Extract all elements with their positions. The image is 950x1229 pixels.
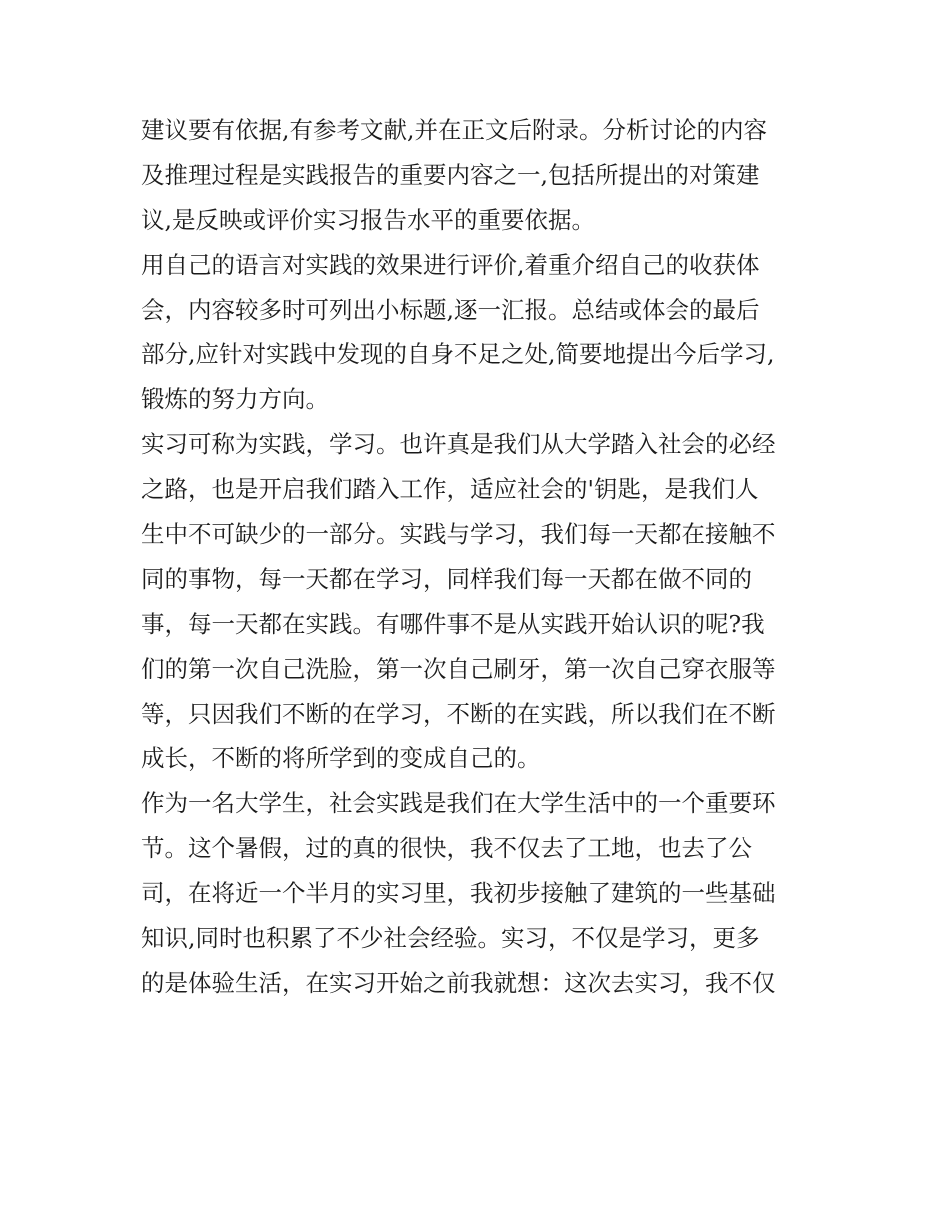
text-line: 司，在将近一个半月的实习里，我初步接触了建筑的一些基础 [141,879,776,908]
text-line: 实习可称为实践，学习。也许真是我们从大学踏入社会的必经 [141,430,776,459]
text-line: 成长，不断的将所学到的变成自己的。 [141,744,541,773]
text-line: 部分,应针对实践中发现的自身不足之处,简要地提出今后学习, [141,340,775,369]
text-line: 建议要有依据,有参考文献,并在正文后附录。分析讨论的内容 [141,116,767,144]
text-line: 用自己的语言对实践的效果进行评价,着重介绍自己的收获体 [141,250,760,279]
text-line: 事，每一天都在实践。有哪件事不是从实践开始认识的呢?我 [141,609,765,638]
text-line: 知识,同时也积累了不少社会经验。实习，不仅是学习，更多 [141,924,760,953]
text-line: 锻炼的努力方向。 [141,385,329,414]
text-line: 及推理过程是实践报告的重要内容之一,包括所提出的对策建 [141,160,760,189]
text-line: 等，只因我们不断的在学习，不断的在实践，所以我们在不断 [141,699,776,728]
text-line: 同的事物，每一天都在学习，同样我们每一天都在做不同的 [141,564,752,593]
text-line: 之路，也是开启我们踏入工作，适应社会的'钥匙，是我们人 [141,475,759,504]
text-line: 会，内容较多时可列出小标题,逐一汇报。总结或体会的最后 [141,295,760,324]
document-body [141,108,813,1006]
text-line: 生中不可缺少的一部分。实践与学习，我们每一天都在接触不 [141,520,776,549]
text-line: 议,是反映或评价实习报告水平的重要依据。 [141,205,595,234]
text-line: 作为一名大学生，社会实践是我们在大学生活中的一个重要环 [141,789,776,818]
text-line: 的是体验生活，在实习开始之前我就想：这次去实习，我不仅 [141,968,776,997]
text-line: 们的第一次自己洗脸，第一次自己刷牙，第一次自己穿衣服等 [141,654,776,683]
text-line: 节。这个暑假，过的真的很快，我不仅去了工地，也去了公 [141,834,752,863]
